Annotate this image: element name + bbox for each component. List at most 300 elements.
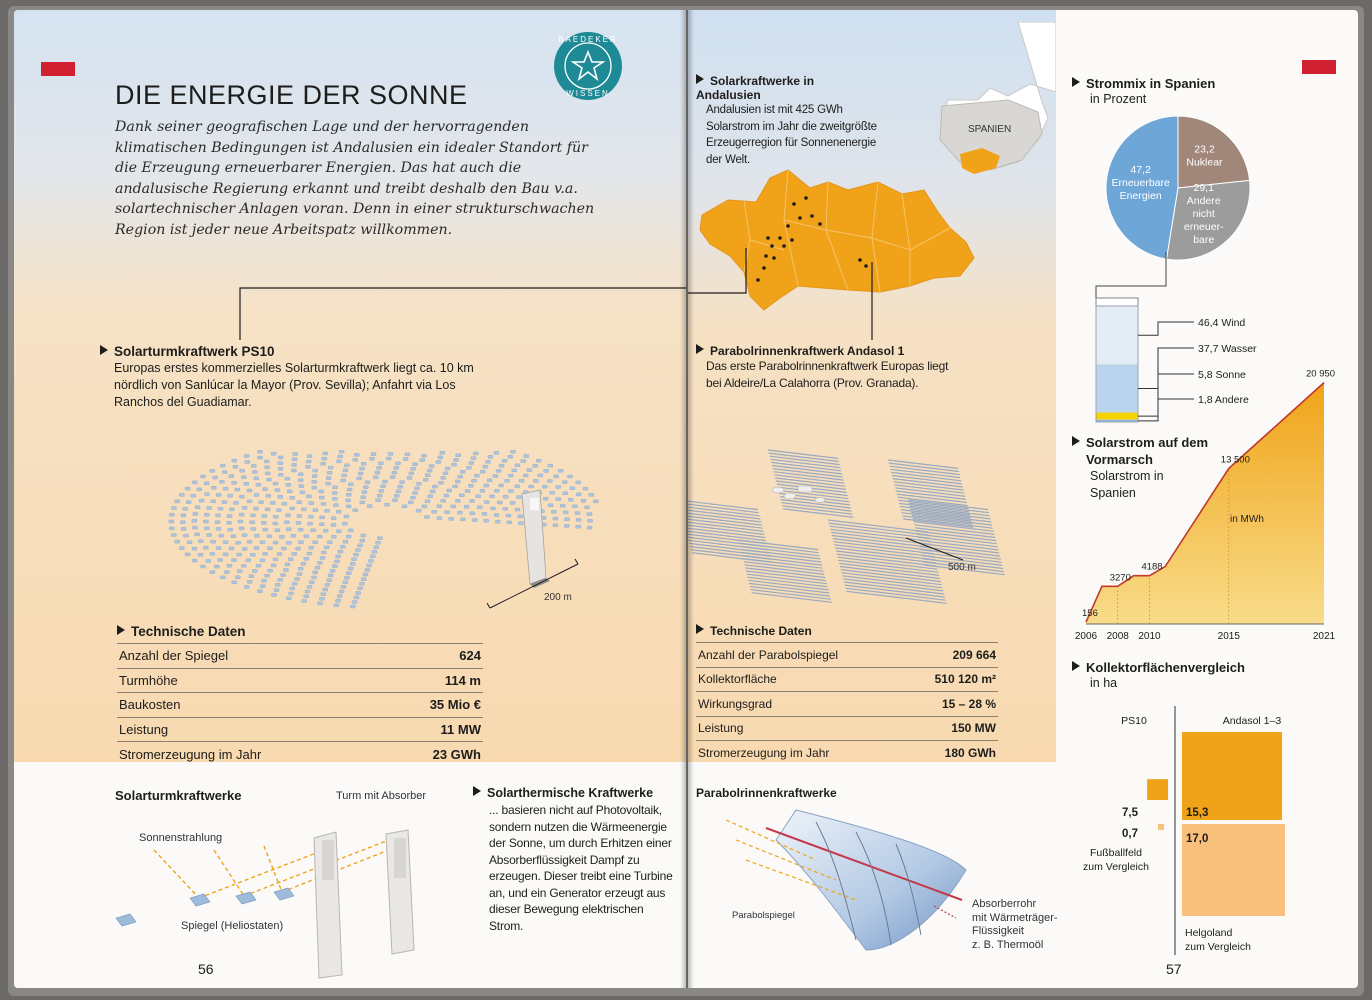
tower-diagram-title: Solarturmkraftwerke xyxy=(115,788,242,803)
heliostat-mark xyxy=(428,495,433,498)
heliostat-mark xyxy=(454,458,459,461)
heliostat-mark xyxy=(331,535,336,538)
heliostat-mark xyxy=(304,595,309,598)
heliostat-mark xyxy=(210,469,215,472)
heliostat-mark xyxy=(171,507,176,510)
heliostat-mark xyxy=(323,529,328,532)
heliostat-mark xyxy=(297,515,302,518)
heliostat-mark xyxy=(411,467,416,470)
heliostat-mark xyxy=(558,469,563,472)
heliostat-mark xyxy=(281,574,286,577)
heliostat-mark xyxy=(307,552,312,555)
heliostat-mark xyxy=(432,510,437,513)
heliostat-mark xyxy=(524,455,529,458)
y-axis-label: in MWh xyxy=(1230,514,1264,525)
heliostat-mark xyxy=(281,547,286,550)
heliostat-mark xyxy=(551,510,556,513)
heliostat-mark xyxy=(370,555,375,558)
heliostat-mark xyxy=(572,505,577,508)
heliostat-mark xyxy=(254,494,259,497)
heliostat-mark xyxy=(515,508,520,511)
heliostat-mark xyxy=(207,507,212,510)
stack-label: 1,8 Andere xyxy=(1198,394,1249,406)
heliostat-mark xyxy=(321,593,326,596)
heliostat-mark xyxy=(432,485,437,488)
heliostat-mark xyxy=(321,462,326,465)
pie-label: bare xyxy=(1193,234,1215,247)
heliostat-mark xyxy=(521,460,526,463)
kollektor-bars xyxy=(1083,706,1285,955)
heliostat-mark xyxy=(277,553,282,556)
heliostat-mark xyxy=(278,495,283,498)
bar-value: 15,3 xyxy=(1186,807,1209,819)
heliostat-mark xyxy=(587,513,592,516)
absorber-label-line: mit Wärmeträger- xyxy=(972,911,1058,924)
thermal-text: ... basieren nicht auf Photovoltaik, sondern nutzen die Wärmeenergie der Sonne, um durch Erhitzen einer Absorberflüssigkeit Dampf zu erzeugen. Dieser treibt eine Turbine an, und ein Generator erzeugt aus dieser Bewegung elektrischen Strom. xyxy=(489,803,673,933)
heliostat-mark xyxy=(464,505,469,508)
heliostat-mark xyxy=(581,499,586,502)
heliostat-mark xyxy=(328,466,333,469)
heliostat-mark xyxy=(323,588,328,591)
heliostat-mark xyxy=(309,502,314,505)
heliostat-mark xyxy=(201,475,206,478)
heliostat-mark xyxy=(451,505,456,508)
heliostat-mark xyxy=(201,565,206,568)
heliostat-mark xyxy=(308,515,313,518)
heliostat-mark xyxy=(341,479,346,482)
heliostat-mark xyxy=(237,570,242,573)
heliostat-mark xyxy=(331,517,336,520)
heliostat-mark xyxy=(358,472,363,475)
heliostat-mark xyxy=(298,473,303,476)
heliostat-mark xyxy=(543,497,548,500)
heliostat-mark xyxy=(199,499,204,502)
heliostat-mark xyxy=(346,505,351,508)
heliostat-mark xyxy=(562,481,567,484)
trough-row xyxy=(840,567,940,579)
heliostat-mark xyxy=(292,458,297,461)
heliostat-mark xyxy=(219,534,224,537)
heliostat-mark xyxy=(323,452,328,455)
heliostat-mark xyxy=(469,462,474,465)
heliostat-mark xyxy=(285,477,290,480)
andalusia-heading: Solarkraftwerke in Andalusien xyxy=(696,74,815,102)
heliostat-mark xyxy=(585,506,590,509)
row-value: 180 GWh xyxy=(904,741,998,766)
heliostat-mark xyxy=(477,506,482,509)
heliostat-mark xyxy=(576,518,581,521)
heliostat-mark xyxy=(256,564,261,567)
heliostat-mark xyxy=(313,509,318,512)
heliostat-mark xyxy=(300,491,305,494)
heliostat-mark xyxy=(298,528,303,531)
heliostat-mark xyxy=(315,566,320,569)
heliostat-mark xyxy=(587,526,592,529)
heliostat-mark xyxy=(518,522,523,525)
heliostat-mark xyxy=(235,576,240,579)
table-row xyxy=(696,692,998,717)
heliostat-mark xyxy=(224,571,229,574)
heliostat-mark xyxy=(260,585,265,588)
andalusia-map xyxy=(688,160,988,340)
heliostat-mark xyxy=(185,553,190,556)
heliostat-mark xyxy=(175,500,180,503)
trough-row xyxy=(846,591,946,603)
andasol-scale-label: 500 m xyxy=(948,562,976,573)
heliostat-mark xyxy=(342,522,347,525)
heliostat-mark xyxy=(494,451,499,454)
heliostat-mark xyxy=(471,457,476,460)
heliostat-mark xyxy=(211,500,216,503)
area-series xyxy=(1075,369,1336,642)
heliostat-mark xyxy=(287,490,292,493)
heliostat-mark xyxy=(588,519,593,522)
heliostat-mark xyxy=(415,487,420,490)
heliostat-mark xyxy=(278,456,283,459)
heliostat-mark xyxy=(565,518,570,521)
heliostat-mark xyxy=(227,515,232,518)
heliostat-mark xyxy=(496,469,501,472)
heliostat-mark xyxy=(400,481,405,484)
heliostat-mark xyxy=(408,501,413,504)
heliostat-mark xyxy=(322,457,327,460)
heliostat-mark xyxy=(377,466,382,469)
heliostat-mark xyxy=(568,475,573,478)
heliostat-mark xyxy=(444,494,449,497)
row-label: Kollektorfläche xyxy=(696,667,904,692)
heliostat-mark xyxy=(533,479,538,482)
heliostat-mark xyxy=(515,485,520,488)
heliostat-mark xyxy=(247,489,252,492)
heliostat-mark xyxy=(553,517,558,520)
heliostat-mark xyxy=(232,581,237,584)
note-label: Helgoland xyxy=(1185,927,1233,939)
heliostat-mark xyxy=(376,541,381,544)
heliostat-mark xyxy=(529,485,534,488)
heliostat-mark xyxy=(360,539,365,542)
heliostat-mark xyxy=(352,558,357,561)
heliostat-mark xyxy=(309,581,314,584)
heliostat-mark xyxy=(268,569,273,572)
heliostat-mark xyxy=(213,476,218,479)
row-value: 35 Mio € xyxy=(383,693,483,718)
heliostat-mark xyxy=(203,520,208,523)
bar-value: 0,7 xyxy=(1122,828,1138,840)
heliostat-mark xyxy=(346,535,351,538)
heliostat-mark xyxy=(236,541,241,544)
heliostat-mark xyxy=(445,511,450,514)
heliostat-mark xyxy=(503,495,508,498)
heliostat-mark xyxy=(245,461,250,464)
heliostat-mark xyxy=(242,534,247,537)
trough-row xyxy=(834,542,934,554)
heliostat-mark xyxy=(325,509,330,512)
heliostat-mark xyxy=(252,471,257,474)
heliostat-mark xyxy=(327,579,332,582)
point-label: 20 950 xyxy=(1306,368,1336,380)
heliostat-mark xyxy=(313,469,318,472)
table-row xyxy=(117,644,483,669)
trough-row xyxy=(839,563,939,575)
heliostat-mark xyxy=(169,527,174,530)
heliostat-mark xyxy=(278,462,283,465)
heliostat-mark xyxy=(228,528,233,531)
heliostat-mark xyxy=(292,552,297,555)
heliostat-mark xyxy=(484,501,489,504)
heliostat-mark xyxy=(508,474,513,477)
bar-cap xyxy=(1096,298,1138,306)
ps10-scale-label: 200 m xyxy=(544,592,572,603)
heliostat-mark xyxy=(507,521,512,524)
triangle-icon xyxy=(473,786,481,796)
heliostat-mark xyxy=(204,482,209,485)
heliostat-mark xyxy=(319,496,324,499)
heliostat-mark xyxy=(512,469,517,472)
heliostat-mark xyxy=(197,488,202,491)
svg-text:BAEDEKER: BAEDEKER xyxy=(558,35,618,44)
page-57 xyxy=(688,10,1358,988)
heliostat-mark xyxy=(343,540,348,543)
heliostat-mark xyxy=(305,590,310,593)
x-tick-label: 2010 xyxy=(1138,631,1161,642)
heliostat-mark xyxy=(437,505,442,508)
trough-row xyxy=(830,529,930,541)
heliostat-mark xyxy=(336,510,341,513)
heliostat-mark xyxy=(576,525,581,528)
pie-label: Nuklear xyxy=(1186,156,1223,169)
heliostat-mark xyxy=(372,550,377,553)
trough-row xyxy=(831,532,931,544)
heliostat-mark xyxy=(353,458,358,461)
heliostat-mark xyxy=(523,474,528,477)
absorber-label xyxy=(972,898,1058,952)
heliostat-mark xyxy=(341,585,346,588)
heliostat-mark xyxy=(254,534,259,537)
heliostat-mark xyxy=(218,559,223,562)
heliostat-mark xyxy=(396,462,401,465)
andasol-tech-data xyxy=(696,624,998,765)
heliostat-mark xyxy=(278,473,283,476)
heliostat-mark xyxy=(250,521,255,524)
heliostat-mark xyxy=(417,482,422,485)
kollektor-heading xyxy=(1072,660,1245,692)
heliostat-mark xyxy=(474,474,479,477)
heliostat-mark xyxy=(379,489,384,492)
page-title: DIE ENERGIE DER SONNE xyxy=(115,80,468,110)
heliostat-mark xyxy=(420,459,425,462)
heliostat-mark xyxy=(247,540,252,543)
table-row xyxy=(117,717,483,742)
heliostat-mark xyxy=(256,483,261,486)
heliostat-mark xyxy=(262,515,267,518)
heliostat-mark xyxy=(232,481,237,484)
heliostat-mark xyxy=(482,512,487,515)
heliostat-mark xyxy=(321,503,326,506)
trough-row xyxy=(846,588,946,600)
heliostat-mark xyxy=(542,485,547,488)
heliostat-mark xyxy=(354,553,359,556)
trough-row xyxy=(837,554,937,566)
heliostat-mark xyxy=(547,480,552,483)
heliostat-mark xyxy=(503,507,508,510)
heliostat-mark xyxy=(365,481,370,484)
heliostat-mark xyxy=(517,496,522,499)
heliostat-mark xyxy=(490,495,495,498)
heliostat-mark xyxy=(307,455,312,458)
heliostat-mark xyxy=(264,460,269,463)
heliostat-mark xyxy=(394,494,399,497)
heliostat-mark xyxy=(563,492,568,495)
heliostat-mark xyxy=(570,487,575,490)
heliostat-mark xyxy=(258,456,263,459)
heliostat-mark xyxy=(553,524,558,527)
point-label: 13 500 xyxy=(1220,454,1250,466)
heliostat-mark xyxy=(348,483,353,486)
heliostat-mark xyxy=(332,497,337,500)
heliostat-mark xyxy=(263,528,268,531)
heliostat-mark xyxy=(183,507,188,510)
heliostat-mark xyxy=(378,462,383,465)
heliostat-mark xyxy=(336,460,341,463)
heliostat-mark xyxy=(267,478,272,481)
heliostat-mark xyxy=(486,460,491,463)
heliostat-mark xyxy=(276,509,281,512)
table-row xyxy=(696,643,998,668)
heliostat-mark xyxy=(254,547,259,550)
trough-row xyxy=(829,523,929,535)
heliostat-mark xyxy=(282,502,287,505)
x-tick-label: 2015 xyxy=(1217,631,1240,642)
heliostat-mark xyxy=(241,564,246,567)
book xyxy=(8,6,1364,996)
heliostat-mark xyxy=(262,579,267,582)
heliostat-mark xyxy=(291,534,296,537)
heliostat-mark xyxy=(286,514,291,517)
heliostat-mark xyxy=(388,452,393,455)
heliostat-mark xyxy=(356,591,361,594)
heliostat-mark xyxy=(411,496,416,499)
heliostat-mark xyxy=(273,558,278,561)
trough-row xyxy=(842,573,942,585)
heliostat-mark xyxy=(239,527,244,530)
heliostat-mark xyxy=(278,578,283,581)
trough-row xyxy=(838,557,938,569)
heliostat-mark xyxy=(429,465,434,468)
triangle-icon xyxy=(696,624,704,634)
heliostat-mark xyxy=(352,601,357,604)
stack-segment xyxy=(1096,306,1138,365)
heliostat-mark xyxy=(229,547,234,550)
absorber-label-line: Flüssigkeit xyxy=(972,925,1024,937)
heliostat-mark xyxy=(259,501,264,504)
heliostat-mark xyxy=(244,586,249,589)
heliostat-mark xyxy=(438,456,443,459)
heliostat-mark xyxy=(472,479,477,482)
heliostat-mark xyxy=(392,499,397,502)
heliostat-mark xyxy=(258,450,263,453)
row-label: Stromerzeugung im Jahr xyxy=(696,741,904,766)
kollektor-subtitle: in ha xyxy=(1090,676,1118,690)
heliostat-mark xyxy=(180,521,185,524)
chapter-marker xyxy=(1302,60,1336,74)
heliostat-mark xyxy=(423,478,428,481)
connector xyxy=(1096,252,1166,298)
heliostat-mark xyxy=(307,495,312,498)
heliostat-mark xyxy=(560,504,565,507)
heliostat-mark xyxy=(361,578,366,581)
heliostat-mark xyxy=(336,530,341,533)
heliostat-mark xyxy=(290,507,295,510)
heliostat-mark xyxy=(302,600,307,603)
heliostat-mark xyxy=(192,547,197,550)
heliostat-mark xyxy=(233,465,238,468)
ps10-tech-heading: Technische Daten xyxy=(131,624,246,639)
heliostat-mark xyxy=(367,505,372,508)
heliostat-mark xyxy=(362,491,367,494)
heliostat-mark xyxy=(436,461,441,464)
heliostat-mark xyxy=(169,520,174,523)
row-value: 209 664 xyxy=(904,643,998,668)
row-value: 150 MW xyxy=(904,716,998,741)
heliostat-mark xyxy=(381,485,386,488)
heliostat-mark xyxy=(204,527,209,530)
kollektor-bar-chart xyxy=(1072,700,1358,960)
triangle-icon xyxy=(696,74,704,84)
stack-label: 37,7 Wasser xyxy=(1198,343,1257,355)
heliostat-mark xyxy=(232,559,237,562)
heliostat-mark xyxy=(550,491,555,494)
heliostat-mark xyxy=(295,577,300,580)
heliostat-mark xyxy=(298,479,303,482)
x-tick-label: 2008 xyxy=(1106,631,1129,642)
heliostat-mark xyxy=(455,480,460,483)
heliostat-mark xyxy=(318,602,323,605)
heliostat-mark xyxy=(548,464,553,467)
heliostat-mark xyxy=(376,499,381,502)
heliostat-mark xyxy=(346,499,351,502)
heliostat-mark xyxy=(476,495,481,498)
heliostat-mark xyxy=(407,476,412,479)
heliostat-mark xyxy=(564,525,569,528)
heliostat-mark xyxy=(494,514,499,517)
heliostat-mark xyxy=(447,489,452,492)
heliostat-mark xyxy=(273,515,278,518)
heliostat-mark xyxy=(231,535,236,538)
spain-label: SPANIEN xyxy=(968,124,1012,135)
heliostat-mark xyxy=(291,469,296,472)
heliostat-mark xyxy=(261,521,266,524)
heliostat-mark xyxy=(453,485,458,488)
heliostat-mark xyxy=(361,496,366,499)
heliostat-mark xyxy=(358,544,363,547)
ps10-tech-table xyxy=(117,643,483,766)
heliostat-mark xyxy=(326,482,331,485)
heliostat-mark xyxy=(283,569,288,572)
table-row xyxy=(696,716,998,741)
row-label: Leistung xyxy=(117,717,383,742)
heliostat-mark xyxy=(358,587,363,590)
heliostat-mark xyxy=(270,501,275,504)
ps10-tech-data xyxy=(117,624,483,766)
heliostat-mark xyxy=(527,469,532,472)
heliostat-mark xyxy=(229,508,234,511)
trough-row xyxy=(844,582,944,594)
heliostat-mark xyxy=(216,514,221,517)
andasol-heading: Parabolrinnenkraftwerk Andasol 1 xyxy=(710,344,905,358)
heliostat-mark xyxy=(356,549,361,552)
heliostat-mark xyxy=(575,512,580,515)
row-value: 15 – 28 % xyxy=(904,692,998,717)
